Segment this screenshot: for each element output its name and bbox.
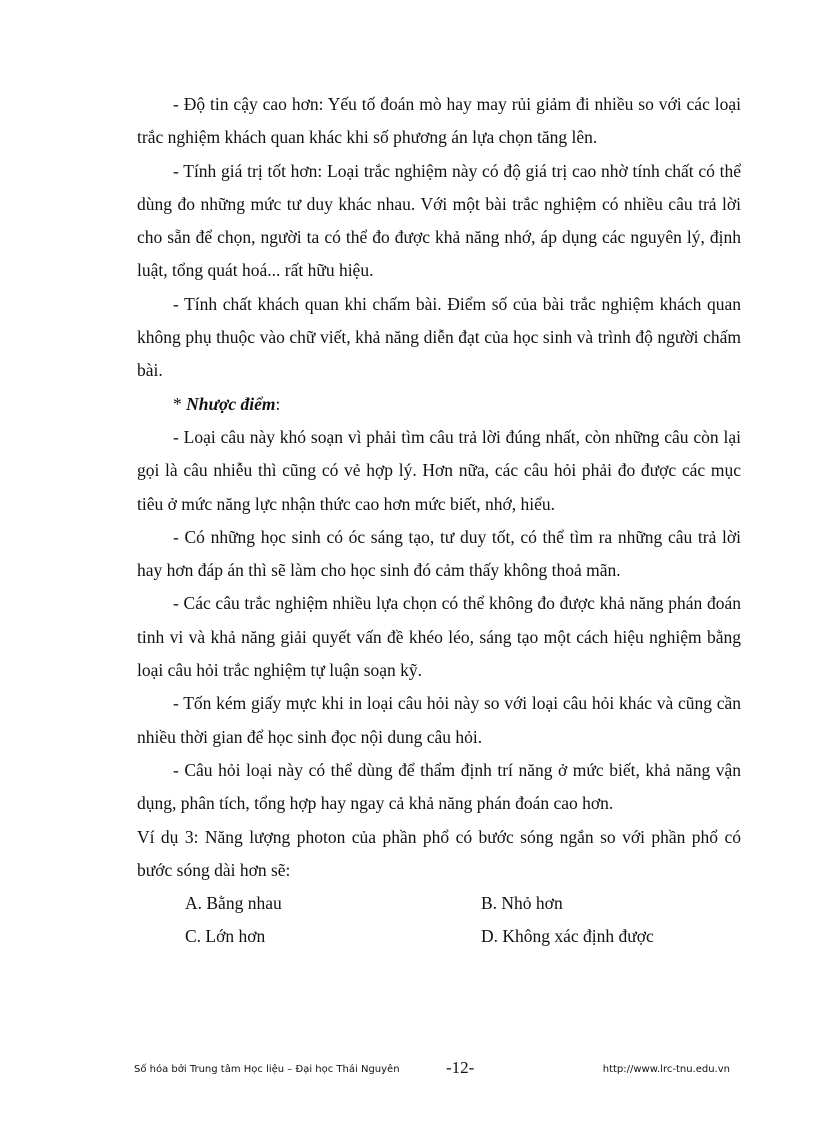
paragraph-assessment: - Câu hỏi loại này có thể dùng để thẩm định trí năng ở mức biết, khả năng vận dụng, phân tích, tổng hợp hay ngay cả khả năng phán đoán cao hơn. bbox=[137, 759, 741, 814]
example-question: Ví dụ 3: Năng lượng photon của phần phổ có bước sóng ngắn so với phần phổ có bước sóng dài hơn sẽ: bbox=[137, 826, 741, 880]
paragraph-judgement: - Các câu trắc nghiệm nhiều lựa chọn có thể không đo được khả năng phán đoán tinh vi và khả năng giải quyết vấn đề khéo léo, sáng tạo một cách hiệu nghiệm bằng loại câu hỏi trắc nghiệm tự luận soạn kỹ. bbox=[137, 593, 741, 681]
page-number: -12- bbox=[446, 1058, 475, 1077]
paragraph-reliability: - Độ tin cậy cao hơn: Yếu tố đoán mò hay may rủi giảm đi nhiều so với các loại trắc nghiệm khách quan khác khi số phương án lựa chọn tăng lên. bbox=[137, 94, 741, 148]
body-text bbox=[137, 88, 741, 954]
paragraph-objectivity: - Tính chất khách quan khi chấm bài. Điểm số của bài trắc nghiệm khách quan không phụ thuộc vào chữ viết, khả năng diễn đạt của học sinh và trình độ người chấm bài. bbox=[137, 293, 741, 381]
option-b: B. Nhỏ hơn bbox=[481, 893, 563, 914]
answer-options bbox=[137, 887, 741, 954]
heading-label: Nhược điểm bbox=[186, 393, 276, 414]
heading-prefix: * bbox=[173, 393, 187, 414]
paragraph-cost: - Tốn kém giấy mực khi in loại câu hỏi này so với loại câu hỏi khác và cũng cần nhiều thời gian để học sinh đọc nội dung câu hỏi. bbox=[137, 693, 741, 747]
paragraph-creative-students: - Có những học sinh có óc sáng tạo, tư duy tốt, có thể tìm ra những câu trả lời hay hơn đáp án thì sẽ làm cho học sinh đó cảm thấy không thoả mãn. bbox=[137, 526, 741, 581]
paragraph-validity: - Tính giá trị tốt hơn: Loại trắc nghiệm này có độ giá trị cao nhờ tính chất có thể dùng đo những mức tư duy khác nhau. Với một bài trắc nghiệm có nhiều câu trả lời cho sẵn để chọn, người ta có thể đo được khả năng nhớ, áp dụng các nguyên lý, định luật, tổng quát hoá... rất hữu hiệu. bbox=[137, 160, 741, 281]
option-a: A. Bằng nhau bbox=[185, 893, 282, 914]
paragraph-hard-to-write: - Loại câu này khó soạn vì phải tìm câu trả lời đúng nhất, còn những câu còn lại gọi là câu nhiễu thì cũng có vẻ hợp lý. Hơn nữa, các câu hỏi phải đo được các mục tiêu ở mức năng lực nhận thức cao hơn mức biết, nhớ, hiểu. bbox=[137, 426, 741, 514]
option-d: D. Không xác định được bbox=[481, 926, 654, 947]
section-heading-disadvantages bbox=[137, 388, 741, 421]
footer-source: Số hóa bởi Trung tâm Học liệu – Đại học Thái Nguyên bbox=[134, 1064, 400, 1075]
footer-url: http://www.lrc-tnu.edu.vn bbox=[602, 1064, 730, 1075]
option-c: C. Lớn hơn bbox=[185, 926, 266, 947]
heading-suffix: : bbox=[275, 393, 281, 414]
page-footer bbox=[134, 1058, 730, 1082]
